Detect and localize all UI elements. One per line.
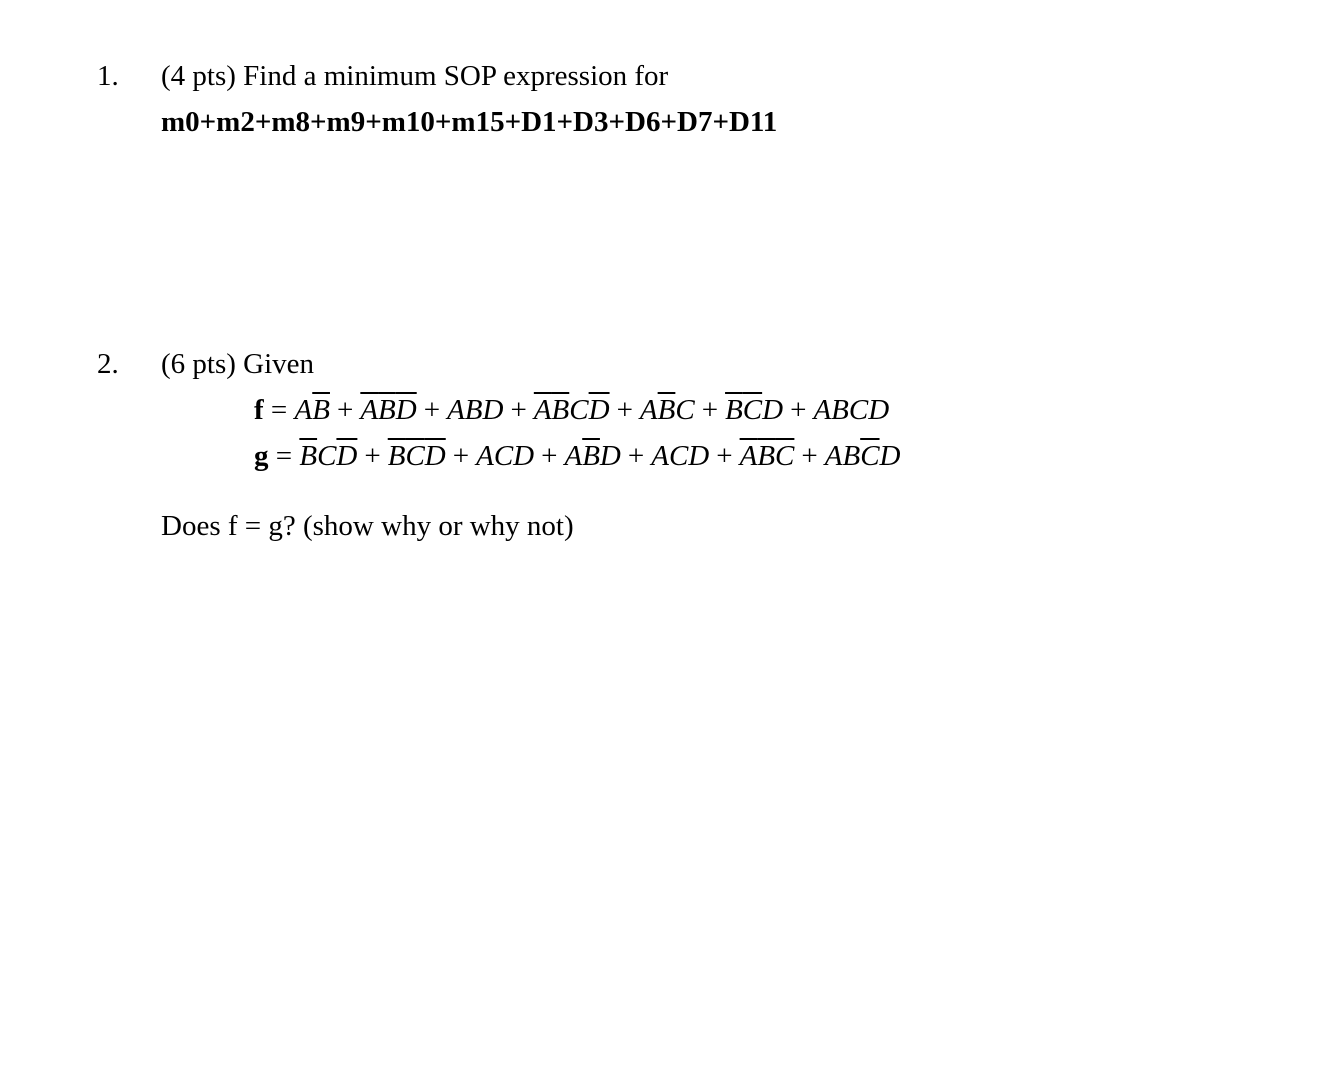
complemented-literal: $\overline{B}$ [551,394,570,426]
plus-operator: + [364,440,381,472]
complemented-literal: $\overline{B}$ [299,440,318,472]
literal: D [599,440,621,472]
plus-operator: + [716,440,733,472]
complemented-literal: $\overline{C}$ [742,394,763,426]
plus-operator: + [452,440,470,472]
literal: A [639,394,658,426]
complemented-literal: $\overline{A}$ [739,440,758,472]
question-1-text: (4 pts) Find a minimum SOP expression for [161,60,669,92]
literal: C [848,394,869,426]
plus-operator: + [790,394,807,426]
product-term [725,394,783,426]
product-term [476,440,534,472]
plus-operator: + [541,440,558,472]
literal: A [813,394,832,426]
literal: C [569,394,589,426]
complemented-literal: $\overline{A}$ [533,394,552,426]
question-2-prompt: Does f = g? (show why or why not) [161,510,574,542]
product-term [651,440,709,472]
literal: B [842,440,861,472]
question-2-text: (6 pts) Given [161,348,315,380]
literal: D [513,440,535,472]
literal: A [824,440,843,472]
complemented-literal: $\overline{B}$ [312,394,330,426]
complemented-literal: $\overline{B}$ [582,440,600,472]
literal: C [668,440,689,472]
complemented-literal: $\overline{B}$ [378,394,396,426]
complemented-literal: $\overline{D}$ [424,440,446,472]
question-1-number: 1. [97,60,119,92]
literal: C [317,440,337,472]
equation-f-equals: = [263,394,295,426]
complemented-literal: $\overline{B}$ [387,440,406,472]
plus-operator: + [627,440,645,472]
plus-operator: + [510,394,527,426]
complemented-literal: $\overline{D}$ [395,394,417,426]
literal: C [493,440,514,472]
plus-operator: + [701,394,719,426]
product-term [447,394,503,426]
literal: A [447,394,465,426]
literal: A [476,440,494,472]
complemented-literal: $\overline{D}$ [588,394,610,426]
literal: C [675,394,695,426]
equation-g-terms [299,440,900,472]
plus-operator: + [423,394,441,426]
equation-g [254,442,900,471]
product-term [825,440,901,472]
complemented-literal: $\overline{A}$ [360,394,379,426]
complemented-literal: $\overline{C}$ [860,440,880,472]
plus-operator: + [801,440,818,472]
complemented-literal: $\overline{B}$ [657,394,676,426]
complemented-literal: $\overline{C}$ [775,440,795,472]
literal: A [294,394,313,426]
equation-f-label: f [254,394,264,426]
literal: D [688,440,710,472]
literal: B [831,394,849,426]
question-1-expression: m0+m2+m8+m9+m10+m15+D1+D3+D6+D7+D11 [161,106,778,138]
literal: D [879,440,901,472]
question-2-number: 2. [97,348,119,380]
equation-g-label: g [254,440,269,472]
equation-g-equals: = [268,440,300,472]
literal: A [651,440,669,472]
product-term [360,394,416,426]
product-term [740,440,795,472]
literal: D [482,394,504,426]
plus-operator: + [336,394,354,426]
product-term [813,394,889,426]
product-term [295,394,330,426]
complemented-literal: $\overline{B}$ [725,394,743,426]
product-term [640,394,695,426]
product-term [564,440,620,472]
equation-f [254,396,889,425]
equation-f-terms [295,394,890,426]
literal: A [564,440,583,472]
product-term [534,394,610,426]
literal: D [762,394,784,426]
plus-operator: + [616,394,633,426]
complemented-literal: $\overline{C}$ [405,440,425,472]
literal: B [464,394,483,426]
product-term [299,440,357,472]
complemented-literal: $\overline{D}$ [336,440,358,472]
product-term [388,440,446,472]
complemented-literal: $\overline{B}$ [757,440,776,472]
literal: D [868,394,890,426]
